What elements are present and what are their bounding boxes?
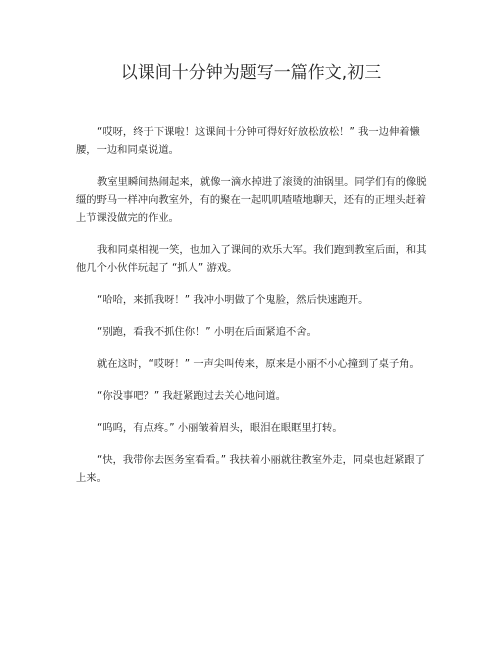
paragraph: “哎呀，终于下课啦！这课间十分钟可得好好放松放松！” 我一边伸着懒腰，一边和同桌说道。 [76, 126, 420, 156]
paragraph: “别跑，看我不抓住你！” 小明在后面紧追不舍。 [97, 326, 317, 338]
paragraph: 教室里瞬间热闹起来，就像一滴水掉进了滚烫的油锅里。同学们有的像脱缰的野马一样冲向教室外，有的聚在一起叽叽喳喳地聊天，还有的正埋头赶着上节课没做完的作业。 [76, 176, 427, 224]
paragraph: “你没事吧？” 我赶紧跑过去关心地问道。 [97, 390, 286, 402]
document-body [76, 123, 428, 501]
paragraph: 就在这时，“哎呀！” 一声尖叫传来，原来是小丽不小心撞到了桌子角。 [97, 358, 420, 370]
paragraph: 我和同桌相视一笑，也加入了课间的欢乐大军。我们跑到教室后面，和其他几个小伙伴玩起了 “抓人” 游戏。 [76, 244, 427, 274]
paragraph: “快，我带你去医务室看看。” 我扶着小丽就往教室外走，同桌也赶紧跟了上来。 [76, 454, 425, 484]
document-title: 以课间十分钟为题写一篇作文,初三 [120, 63, 382, 83]
paragraph: “呜呜，有点疼。” 小丽皱着眉头，眼泪在眼眶里打转。 [97, 422, 343, 434]
paragraph: “哈哈，来抓我呀！” 我冲小明做了个鬼脸，然后快速跑开。 [97, 294, 369, 306]
